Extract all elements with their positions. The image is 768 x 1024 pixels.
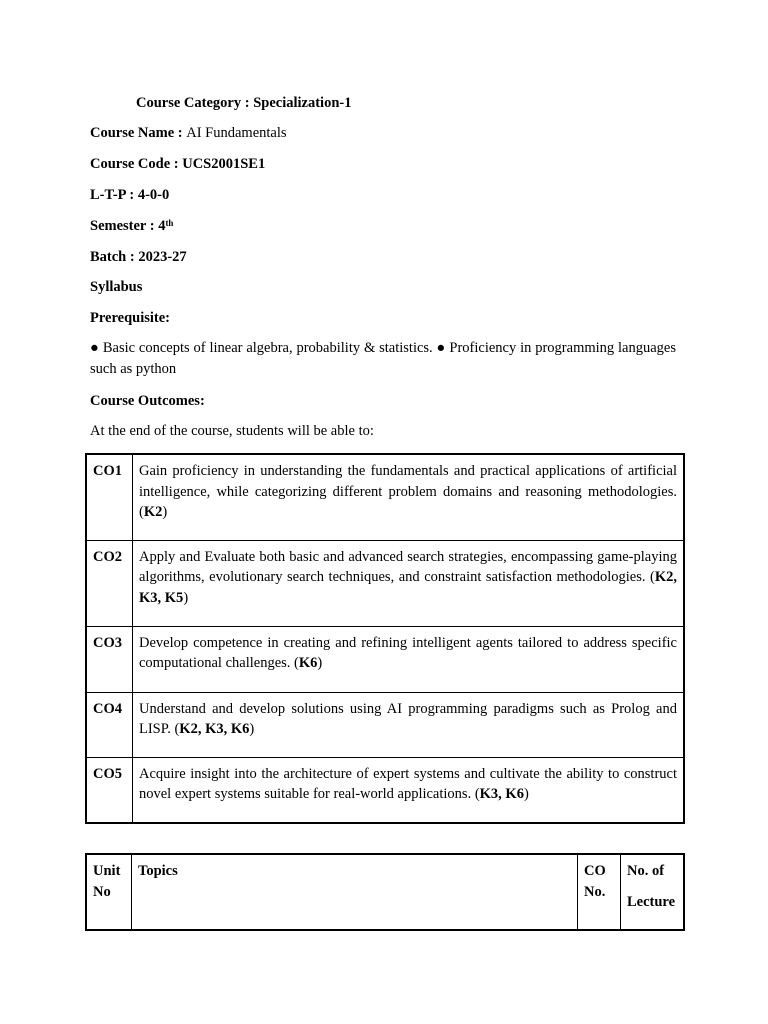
units-table (85, 853, 685, 931)
semester-suffix: th (165, 218, 174, 228)
co-levels: K3, K6 (479, 786, 524, 802)
col-unit-line2: No (93, 884, 111, 900)
col-co-line1: CO (584, 863, 606, 879)
course-code (90, 155, 265, 173)
co-description (133, 757, 685, 823)
course-name-label: Course Name : (90, 125, 187, 141)
course-name-value: AI Fundamentals (186, 125, 287, 141)
co-close: ) (317, 655, 323, 671)
course-category-value: Specialization-1 (253, 95, 352, 111)
col-co-line2: No. (584, 884, 606, 900)
col-co-no (578, 854, 621, 930)
col-lect-line2: Lecture (627, 894, 676, 910)
prerequisite-heading-text: Prerequisite: (90, 310, 170, 326)
ltp-value: 4-0-0 (137, 187, 170, 203)
course-outcomes-heading-text: Course Outcomes: (90, 393, 205, 409)
semester (90, 217, 173, 235)
co-text: Understand and develop solutions using AI programming paradigms such as Prolog and LISP. ( (139, 700, 677, 737)
prerequisite-text: ● Basic concepts of linear algebra, probability & statistics. ● Proficiency in programming languages such as python (90, 340, 676, 377)
syllabus-heading (90, 278, 142, 296)
batch-value: 2023-27 (138, 249, 187, 265)
co-description (133, 626, 685, 692)
batch-label: Batch : (90, 249, 139, 265)
co-close: ) (183, 589, 189, 606)
course-category-label: Course Category : (136, 95, 254, 111)
table-header-row (86, 854, 684, 930)
prerequisite-heading (90, 309, 170, 327)
ltp (90, 186, 169, 204)
table-row (86, 454, 684, 540)
co-close: ) (523, 786, 529, 802)
table-row (86, 626, 684, 692)
co-close: ) (162, 504, 168, 520)
syllabus-text: Syllabus (90, 279, 143, 295)
ltp-label: L-T-P : (90, 187, 138, 203)
course-code-value: UCS2001SE1 (182, 156, 266, 172)
course-code-label: Course Code : (90, 156, 183, 172)
table-row (86, 692, 684, 757)
co-levels: K2, K3, K6 (179, 721, 250, 737)
co-levels: K2, K3, K5 (139, 569, 677, 606)
co-description (133, 540, 685, 626)
co-id: CO5 (86, 757, 133, 823)
co-id: CO3 (86, 626, 133, 692)
course-outcomes-heading (90, 392, 205, 410)
col-lect-line1: No. of (627, 863, 665, 879)
co-text: Apply and Evaluate both basic and advanced search strategies, encompassing game-playing algorithms, evolutionary search techniques, and constraint satisfaction methodologies. ( (139, 548, 677, 585)
semester-value: 4 (158, 218, 166, 234)
table-row (86, 757, 684, 823)
co-levels: K2 (143, 504, 163, 520)
course-outcomes-table (85, 453, 685, 824)
co-id: CO2 (86, 540, 133, 626)
col-topics: Topics (132, 854, 578, 930)
col-unit-line1: Unit (93, 863, 121, 879)
semester-label: Semester : (90, 218, 159, 234)
co-description (133, 454, 685, 540)
co-text: Develop competence in creating and refining intelligent agents tailored to address specific computational challenges. ( (139, 634, 677, 671)
co-id: CO4 (86, 692, 133, 757)
co-text: Acquire insight into the architecture of expert systems and cultivate the ability to construct novel expert systems suitable for real-world applications. ( (139, 765, 677, 802)
co-description (133, 692, 685, 757)
co-id: CO1 (86, 454, 133, 540)
col-lectures (621, 854, 685, 930)
course-name (90, 124, 287, 142)
co-text: Gain proficiency in understanding the fundamentals and practical applications of artificial intelligence, while categorizing different problem domains and reasoning methodologies. ( (139, 463, 677, 520)
table-row (86, 540, 684, 626)
outcomes-intro: At the end of the course, students will be able to: (90, 423, 374, 439)
batch (90, 248, 187, 266)
course-category (136, 94, 351, 112)
co-levels: K6 (298, 655, 318, 671)
co-close: ) (249, 721, 255, 737)
col-unit-no (86, 854, 132, 930)
